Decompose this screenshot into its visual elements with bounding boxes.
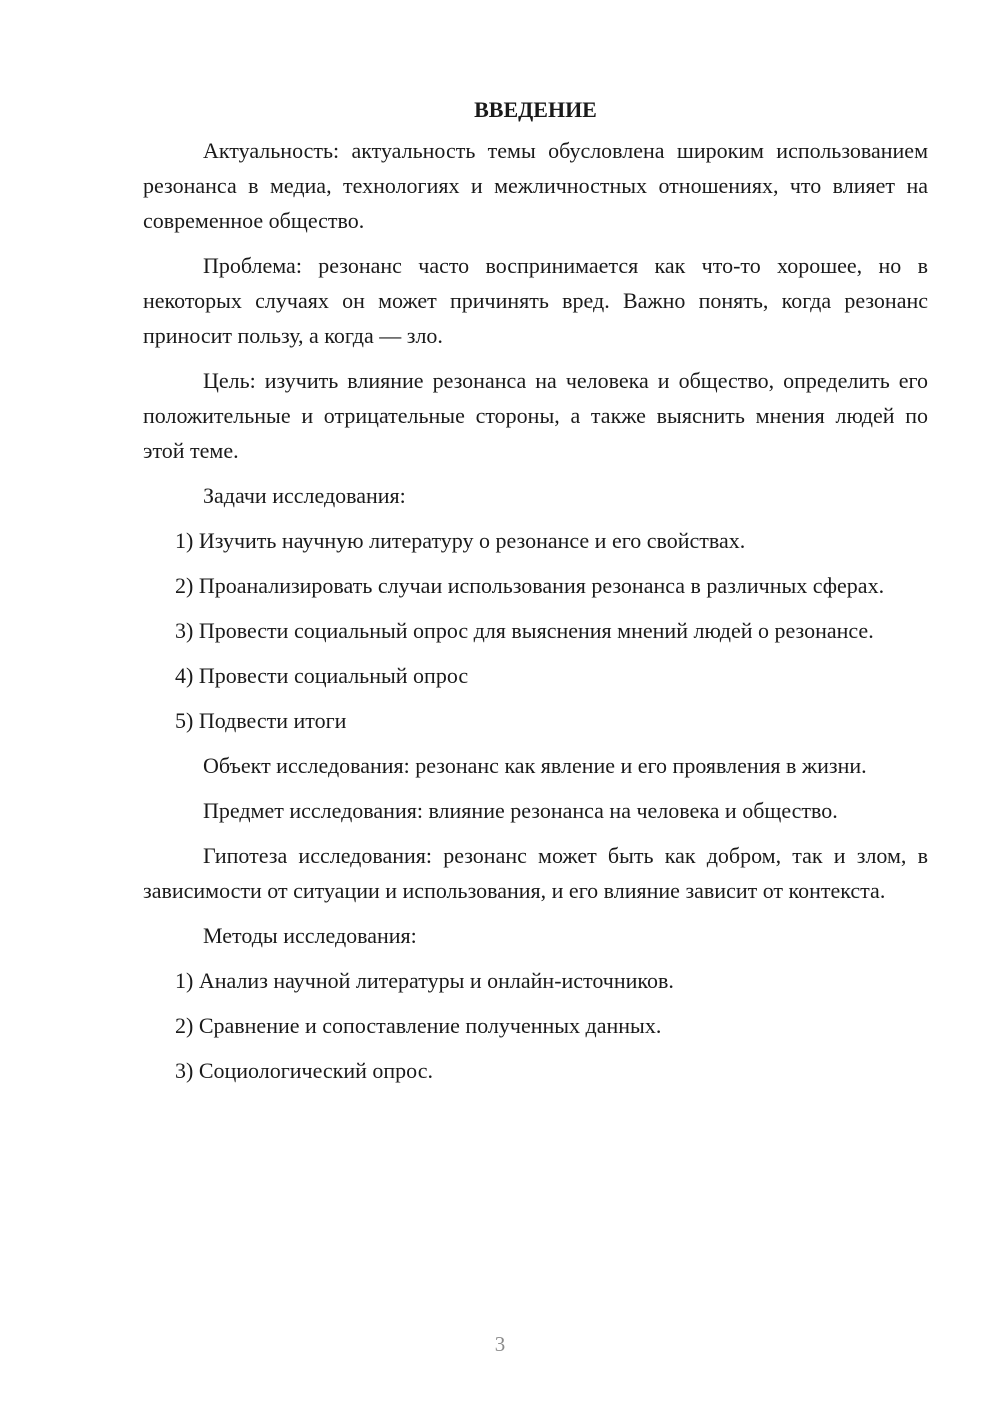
tasks-heading: Задачи исследования: [203, 483, 406, 508]
task-item: 5) Подвести итоги [175, 708, 347, 733]
page-title: ВВЕДЕНИЕ [474, 97, 597, 122]
problem-paragraph: Проблема: резонанс часто воспринимается как что-то хорошее, но в некоторых случаях он может причинять вред. Важно понять, когда резонанс приносит пользу, а когда — зло. [143, 253, 928, 348]
task-item: 3) Провести социальный опрос для выяснения мнений людей о резонансе. [175, 618, 874, 643]
method-item: 2) Сравнение и сопоставление полученных данных. [175, 1013, 662, 1038]
task-item: 1) Изучить научную литературу о резонансе и его свойствах. [175, 528, 746, 553]
method-item: 3) Социологический опрос. [175, 1058, 433, 1083]
task-item: 4) Провести социальный опрос [175, 663, 469, 688]
relevance-paragraph: Актуальность: актуальность темы обусловлена широким использованием резонанса в медиа, технологиях и межличностных отношениях, что влияет на современное общество. [143, 138, 928, 233]
document-page [143, 95, 928, 1098]
page-number: 3 [494, 1332, 506, 1356]
subject-paragraph: Предмет исследования: влияние резонанса на человека и общество. [203, 798, 838, 823]
object-paragraph: Объект исследования: резонанс как явление и его проявления в жизни. [203, 753, 867, 778]
task-item: 2) Проанализировать случаи использования резонанса в различных сферах. [175, 573, 885, 598]
method-item: 1) Анализ научной литературы и онлайн-источников. [175, 968, 674, 993]
hypothesis-paragraph: Гипотеза исследования: резонанс может быть как добром, так и злом, в зависимости от ситуации и использования, и его влияние зависит от контекста. [143, 843, 928, 903]
goal-paragraph: Цель: изучить влияние резонанса на человека и общество, определить его положительные и отрицательные стороны, а также выяснить мнения людей по этой теме. [143, 368, 928, 463]
methods-heading: Методы исследования: [203, 923, 417, 948]
